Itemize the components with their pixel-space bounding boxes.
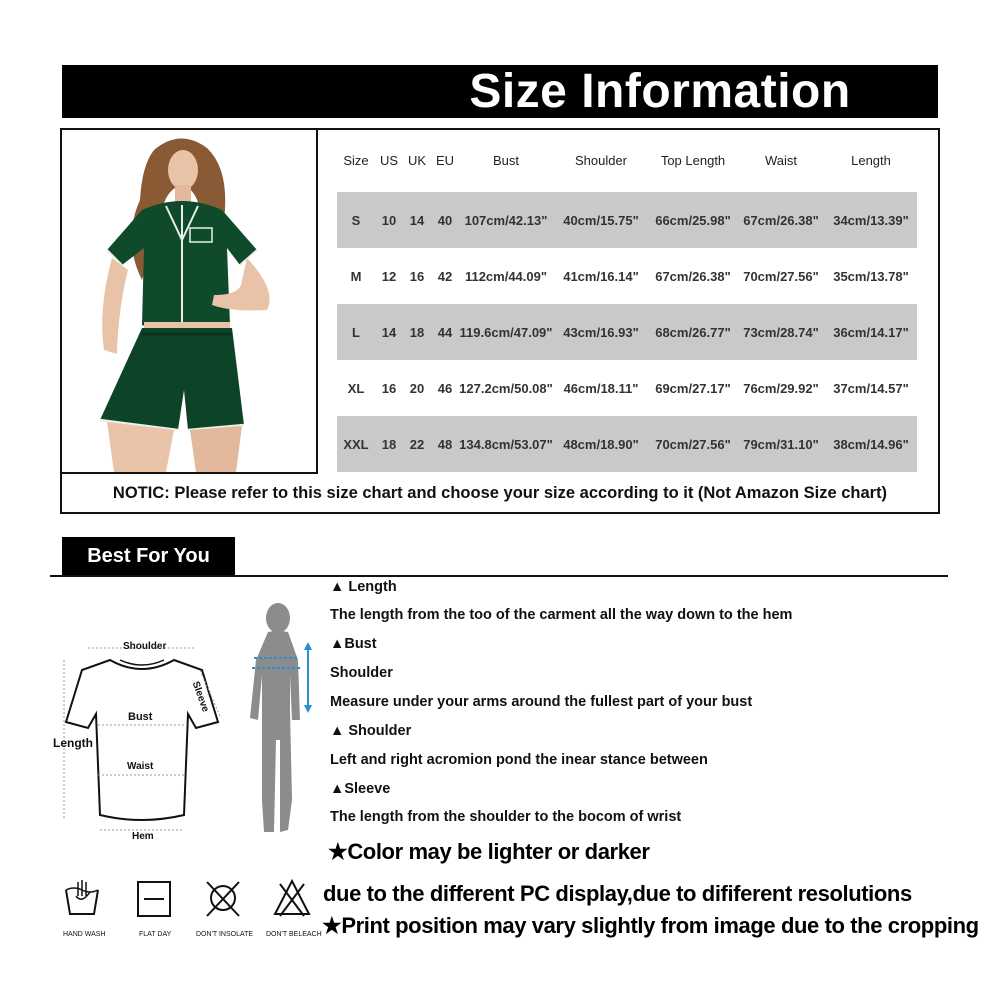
table-cell: 36cm/14.17" [833,324,909,340]
table-cell: 34cm/13.39" [833,212,909,228]
table-cell: 76cm/29.92" [743,380,819,396]
header-cell: Waist [764,152,798,168]
table-cell: 16 [409,268,425,284]
header-cell: US [379,152,399,168]
header-cell: Length [851,152,891,168]
diagram-label-shoulder: Shoulder [123,641,167,652]
do-not-bleach-icon [272,878,312,920]
table-cell: 35cm/13.78" [833,268,909,284]
table-row [337,360,917,416]
care-label-dont-bleach: DON'T BELEACH [266,931,322,938]
table-cell: 10 [381,212,397,228]
header-cell: UK [407,152,427,168]
table-cell: 14 [381,324,397,340]
header-cell: Top Length [660,152,726,168]
guide-length-title: ▲ Length [330,579,397,595]
header-cell: EU [435,152,455,168]
table-cell: 67cm/26.38" [743,212,819,228]
diagram-label-sleeve: Sleeve [189,680,211,714]
diagram-label-hem: Hem [132,831,154,842]
diagram-label-waist: Waist [127,761,154,772]
table-cell: 107cm/42.13" [464,212,548,228]
table-cell: 70cm/27.56" [743,268,819,284]
table-cell: 38cm/14.96" [833,436,909,452]
table-cell: 127.2cm/50.08" [459,380,553,396]
table-cell: 73cm/28.74" [743,324,819,340]
guide-bust-desc: Measure under your arms around the fullest part of your bust [330,694,753,710]
table-row [337,416,917,472]
care-label-dont-insolate: DON'T INSOLATE [196,931,254,938]
table-header [337,150,917,170]
table-cell: L [352,324,360,340]
best-for-you-tab: Best For You [62,537,235,575]
table-cell: 12 [381,268,397,284]
table-cell: 79cm/31.10" [743,436,819,452]
table-cell: XL [347,380,365,396]
table-cell: 40 [437,212,453,228]
product-photo [62,130,318,474]
table-cell: 69cm/27.17" [655,380,731,396]
header-cell: Shoulder [574,152,628,168]
table-cell: 20 [409,380,425,396]
table-cell: 22 [409,436,425,452]
note-print-position: ★Print position may vary slightly from image due to the cropping [322,913,979,938]
care-label-flat-dry: FLAT DAY [139,931,172,938]
table-cell: 112cm/44.09" [464,268,548,284]
table-cell: 46cm/18.11" [563,380,639,396]
guide-sleeve-title: ▲Sleeve [330,781,391,797]
guide-shoulder-label: Shoulder [330,665,393,681]
table-cell: 46 [437,380,453,396]
table-cell: 14 [409,212,425,228]
table-cell: 48cm/18.90" [563,436,639,452]
body-silhouette [240,600,320,845]
do-not-sun-dry-icon [203,878,243,920]
table-cell: 48 [437,436,453,452]
header-cell: Size [343,152,369,168]
guide-shoulder-desc: Left and right acromion pond the inear stance between [330,752,708,768]
table-cell: 119.6cm/47.09" [459,324,553,340]
table-cell: S [351,212,361,228]
table-cell: 68cm/26.77" [655,324,731,340]
table-row [337,304,917,360]
header-cell: Bust [492,152,519,168]
guide-shoulder-title: ▲ Shoulder [330,723,412,739]
care-label-hand-wash: HAND WASH [63,931,106,938]
guide-length-desc: The length from the too of the carment all the way down to the hem [330,607,793,623]
table-cell: 42 [437,268,453,284]
hand-wash-icon [62,878,102,920]
table-cell: 134.8cm/53.07" [459,436,553,452]
table-cell: 18 [409,324,425,340]
table-cell: 44 [437,324,453,340]
guide-bust-title: ▲Bust [330,636,377,652]
section-divider [50,575,948,577]
diagram-label-length: Length [53,736,93,750]
page-title: Size Information [469,65,851,118]
table-cell: 40cm/15.75" [563,212,639,228]
table-cell: 37cm/14.57" [833,380,909,396]
size-chart-frame [60,128,940,514]
title-banner [62,65,938,118]
table-row [337,248,917,304]
table-cell: 67cm/26.38" [655,268,731,284]
table-cell: 18 [381,436,397,452]
table-cell: 43cm/16.93" [563,324,639,340]
guide-sleeve-desc: The length from the shoulder to the bocom of wrist [330,809,682,825]
table-cell: 66cm/25.98" [655,212,731,228]
flat-dry-icon [136,880,172,918]
table-row [337,192,917,248]
note-color: ★Color may be lighter or darker [328,839,650,864]
table-cell: M [350,268,362,284]
table-cell: 41cm/16.14" [563,268,639,284]
table-cell: 70cm/27.56" [655,436,731,452]
table-cell: XXL [343,436,369,452]
size-notice: NOTIC: Please refer to this size chart and choose your size according to it (Not Amazon Size chart) [112,483,888,502]
table-cell: 16 [381,380,397,396]
model-illustration [62,130,316,472]
note-display: due to the different PC display,due to dififerent resolutions [323,881,912,906]
diagram-label-bust: Bust [128,711,153,723]
